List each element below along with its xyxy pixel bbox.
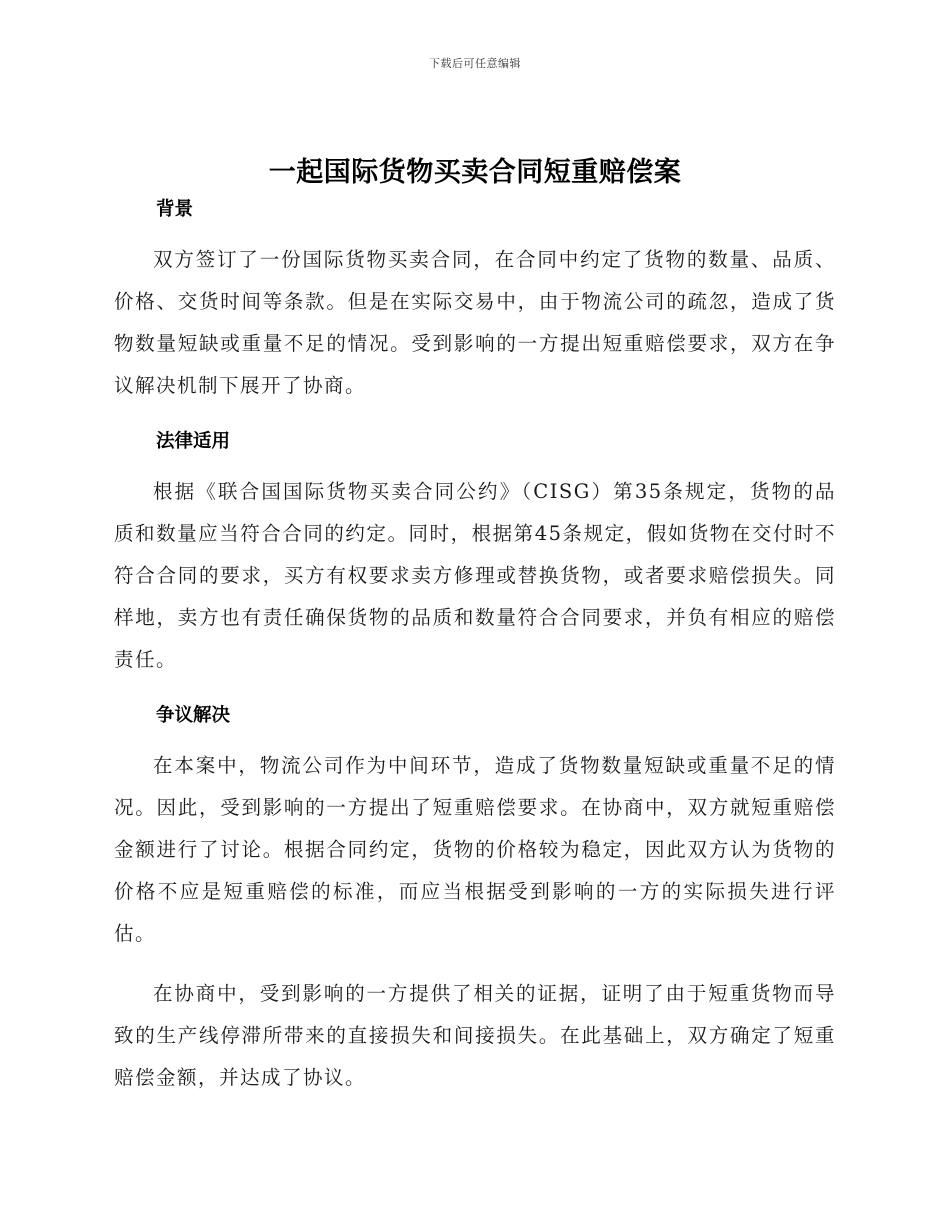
paragraph-applicable-law: 根据《联合国国际货物买卖合同公约》（CISG）第35条规定，货物的品质和数量应当符合合同的约定。同时，根据第45条规定，假如货物在交付时不符合合同的要求，买方有权要求卖方修理或替换货物，或者要求赔偿损失。同样地，卖方也有责任确保货物的品质和数量符合合同要求，并负有相应的赔偿责任。: [114, 480, 836, 671]
paragraph-dispute-resolution-1: 在本案中，物流公司作为中间环节，造成了货物数量短缺或重量不足的情况。因此，受到影响的一方提出了短重赔偿要求。在协商中，双方就短重赔偿金额进行了讨论。根据合同约定，货物的价格较为稳定，因此双方认为货物的价格不应是短重赔偿的标准，而应当根据受到影响的一方的实际损失进行评估。: [114, 754, 836, 945]
document-title: 一起国际货物买卖合同短重赔偿案: [268, 157, 682, 188]
paragraph-dispute-resolution-2: 在协商中，受到影响的一方提供了相关的证据，证明了由于短重货物而导致的生产线停滞所带来的直接损失和间接损失。在此基础上，双方确定了短重赔偿金额，并达成了协议。: [114, 982, 836, 1089]
document-body: [114, 193, 836, 1099]
section-heading-dispute-resolution: 争议解决: [156, 705, 231, 726]
page-header-note: 下载后可任意编辑: [429, 57, 521, 70]
paragraph-background: 双方签订了一份国际货物买卖合同，在合同中约定了货物的数量、品质、价格、交货时间等条款。但是在实际交易中，由于物流公司的疏忽，造成了货物数量短缺或重量不足的情况。受到影响的一方提出短重赔偿要求，双方在争议解决机制下展开了协商。: [114, 248, 836, 397]
section-heading-applicable-law: 法律适用: [156, 431, 231, 452]
section-heading-background: 背景: [156, 199, 194, 220]
